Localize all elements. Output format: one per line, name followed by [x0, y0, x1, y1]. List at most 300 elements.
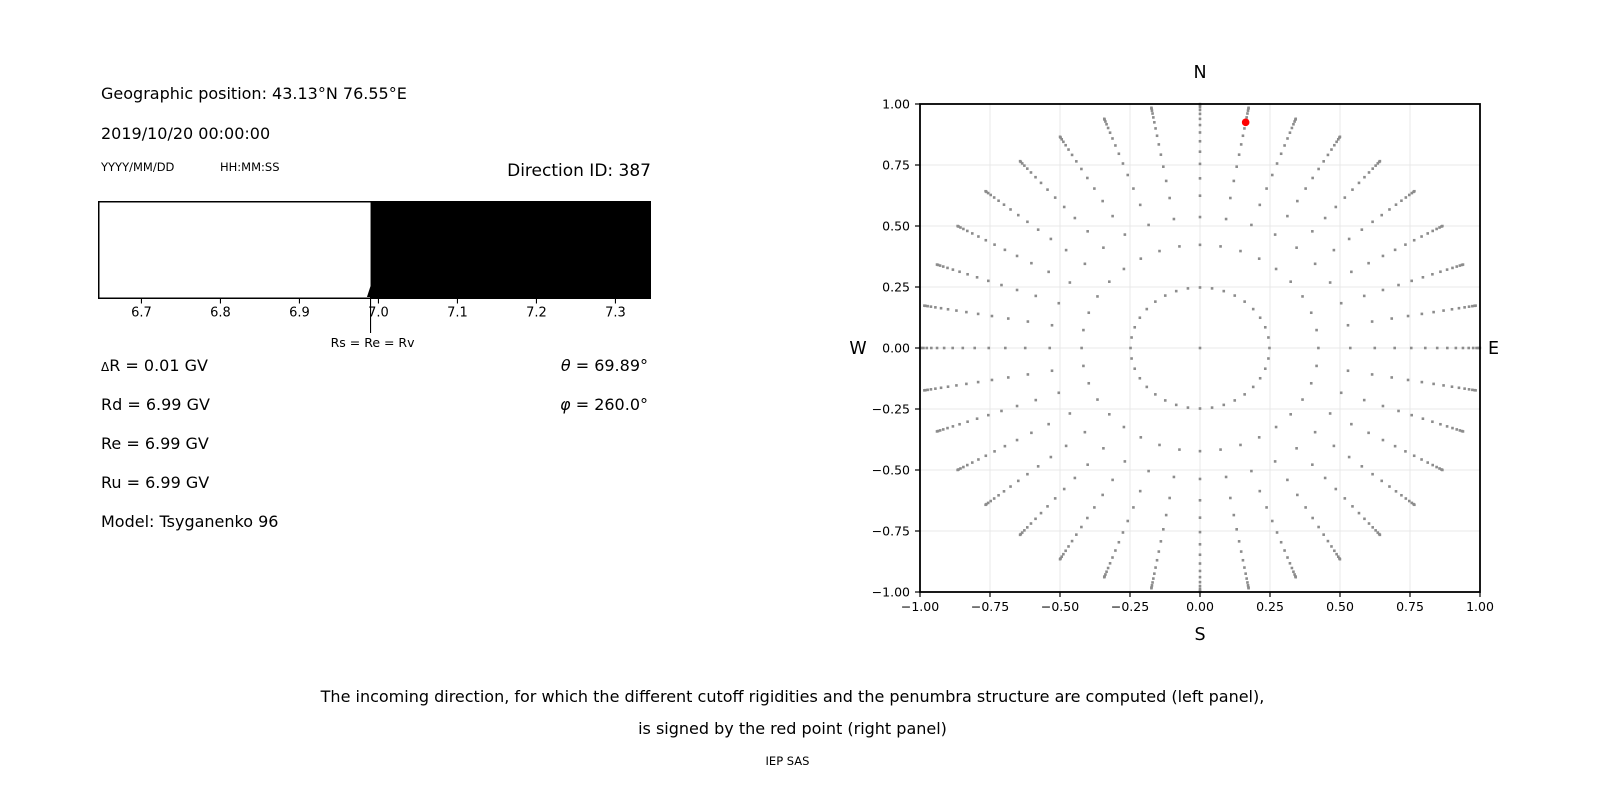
penumbra-segment-1 — [371, 201, 651, 299]
direction-dot — [1229, 497, 1232, 500]
direction-dot — [993, 497, 996, 500]
param-theta-value: = 69.89° — [570, 356, 648, 375]
direction-dot — [1291, 567, 1294, 570]
direction-dot — [1222, 404, 1225, 407]
direction-dot — [1420, 235, 1423, 238]
direction-dot — [1310, 311, 1313, 314]
direction-dot — [1330, 545, 1333, 548]
direction-dot — [1026, 221, 1029, 224]
direction-dot — [952, 268, 955, 271]
direction-dot — [1187, 406, 1190, 409]
direction-dot — [973, 347, 976, 350]
direction-dot — [1199, 177, 1202, 180]
direction-dot — [989, 500, 992, 503]
direction-dot — [1133, 367, 1136, 370]
direction-dot — [971, 232, 974, 235]
direction-dot — [962, 228, 965, 231]
direction-dot — [1426, 232, 1429, 235]
direction-dot — [1435, 228, 1438, 231]
direction-dot — [1017, 214, 1020, 217]
direction-dot — [1211, 406, 1214, 409]
direction-dot — [1462, 263, 1465, 266]
direction-dot — [1463, 387, 1466, 390]
direction-dot — [1199, 347, 1202, 350]
direction-dot — [1382, 439, 1385, 442]
direction-dot — [1421, 381, 1424, 384]
direction-dot — [1265, 187, 1268, 190]
direction-dot — [1371, 167, 1374, 170]
direction-dot — [985, 239, 988, 242]
direction-dot — [1390, 317, 1393, 320]
direction-dot — [1327, 154, 1330, 157]
direction-dot — [1371, 526, 1374, 529]
direction-dot — [1075, 160, 1078, 163]
red-point — [1242, 119, 1250, 127]
direction-dot — [1087, 311, 1090, 314]
direction-dot — [1009, 485, 1012, 488]
direction-dot — [1199, 562, 1202, 565]
direction-dot — [1258, 490, 1261, 493]
direction-dot — [1243, 393, 1246, 396]
direction-dot — [1016, 289, 1019, 292]
direction-dot — [1199, 194, 1202, 197]
direction-dot — [1382, 255, 1385, 258]
direction-dot — [1062, 553, 1065, 556]
direction-dot — [1222, 290, 1225, 293]
direction-dot — [1132, 506, 1135, 509]
direction-dot — [1126, 520, 1129, 523]
direction-dot — [1296, 200, 1299, 203]
direction-dot — [1463, 306, 1466, 309]
direction-dot — [1339, 558, 1342, 561]
direction-dot — [1034, 518, 1037, 521]
direction-dot — [1084, 263, 1087, 266]
direction-dot — [1007, 376, 1010, 379]
direction-dot — [1420, 458, 1423, 461]
direction-dot — [1162, 165, 1165, 168]
direction-dot — [1371, 221, 1374, 224]
direction-dot — [1102, 246, 1105, 249]
direction-dot — [1243, 127, 1246, 130]
date-format-label: YYYY/MM/DD — [101, 160, 175, 174]
direction-dot — [997, 494, 1000, 497]
direction-dot — [1393, 347, 1396, 350]
direction-dot — [1030, 262, 1033, 265]
direction-dot — [1069, 412, 1072, 415]
direction-dot — [1235, 165, 1238, 168]
direction-dot — [1016, 405, 1019, 408]
direction-dot — [1178, 245, 1181, 248]
direction-dot — [1404, 243, 1407, 246]
direction-dot — [1283, 549, 1286, 552]
direction-dot — [1259, 377, 1262, 380]
direction-dot — [1003, 203, 1006, 206]
direction-dot — [1314, 431, 1317, 434]
direction-dot — [1247, 587, 1250, 590]
direction-dot — [1004, 347, 1007, 350]
direction-dot — [1040, 512, 1043, 515]
direction-dot — [1327, 540, 1330, 543]
y-tick-label: 0.50 — [882, 218, 910, 234]
direction-dot — [1030, 522, 1033, 525]
phi-symbol: φ — [560, 395, 571, 414]
x-tick-label: −0.75 — [970, 599, 1010, 614]
direction-dot — [1458, 307, 1461, 310]
direction-dot — [1407, 315, 1410, 318]
direction-dot — [1037, 465, 1040, 468]
direction-dot — [1139, 316, 1142, 319]
direction-dot — [1199, 140, 1202, 143]
compass-label-w: W — [849, 339, 867, 359]
rs-arrow-label: Rs = Re = Rv — [330, 335, 415, 350]
direction-dot — [1009, 208, 1012, 211]
direction-dot — [1394, 249, 1397, 252]
direction-dot — [1199, 286, 1202, 289]
direction-dot — [1311, 463, 1314, 466]
direction-dot — [1371, 473, 1374, 476]
direction-dot — [1410, 280, 1413, 283]
direction-dot — [1264, 367, 1267, 370]
penumbra-tick-label: 7.2 — [526, 305, 547, 321]
caption-line-2: is signed by the red point (right panel) — [638, 719, 947, 738]
direction-dot — [1322, 533, 1325, 536]
direction-dot — [956, 469, 959, 472]
direction-dot — [1047, 423, 1050, 426]
direction-dot — [1267, 357, 1270, 360]
direction-dot — [1435, 466, 1438, 469]
direction-dot — [1003, 490, 1006, 493]
direction-dot — [1333, 445, 1336, 448]
direction-dot — [1422, 417, 1425, 420]
direction-dot — [1295, 246, 1298, 249]
direction-dot — [1030, 432, 1033, 435]
direction-dot — [1474, 304, 1477, 307]
direction-dot — [1333, 549, 1336, 552]
direction-dot — [922, 347, 925, 350]
direction-dot — [1363, 399, 1366, 402]
direction-dot — [1067, 148, 1070, 151]
direction-dot — [1087, 382, 1090, 385]
theta-symbol: θ — [560, 356, 571, 375]
direction-dot — [934, 387, 937, 390]
direction-dot — [1301, 398, 1304, 401]
direction-dot — [1351, 188, 1354, 191]
direction-dot — [1361, 228, 1364, 231]
param-rd: Rd = 6.99 GV — [101, 395, 210, 414]
param-theta — [400, 357, 648, 375]
direction-dot — [1063, 488, 1066, 491]
x-tick-label: −1.00 — [900, 599, 940, 614]
direction-dot — [1165, 514, 1168, 517]
direction-dot — [1317, 347, 1320, 350]
direction-dot — [1276, 162, 1279, 165]
direction-dot — [936, 430, 939, 433]
penumbra-tick-label: 7.3 — [605, 305, 626, 321]
direction-dot — [1439, 270, 1442, 273]
direction-dot — [1363, 295, 1366, 298]
direction-dot — [1145, 386, 1148, 389]
direction-dot — [958, 270, 961, 273]
direction-dot — [1324, 477, 1327, 480]
direction-dot — [1101, 200, 1104, 203]
direction-dot — [1363, 518, 1366, 521]
y-tick-label: −0.50 — [871, 462, 910, 478]
direction-dot — [923, 304, 926, 307]
direction-dot — [1350, 423, 1353, 426]
direction-map-chart — [849, 63, 1500, 645]
direction-dot — [1335, 553, 1338, 556]
direction-dot — [1322, 160, 1325, 163]
direction-dot — [1304, 506, 1307, 509]
compass-labels — [849, 63, 1499, 645]
direction-dot — [1046, 188, 1049, 191]
direction-dot — [946, 427, 949, 430]
direction-dot — [1286, 556, 1289, 559]
direction-dot — [1451, 308, 1454, 311]
direction-dot — [1122, 531, 1125, 534]
direction-dot — [1175, 290, 1178, 293]
param-delta-r-value: R = 0.01 GV — [109, 356, 208, 375]
y-tick-label: 0.25 — [882, 279, 910, 295]
direction-dot — [1432, 383, 1435, 386]
direction-dot — [1368, 522, 1371, 525]
direction-dot — [1382, 405, 1385, 408]
x-tick-label: 0.75 — [1396, 599, 1424, 614]
y-tick-label: 0.75 — [882, 157, 910, 173]
direction-dot — [977, 458, 980, 461]
direction-dot — [1050, 456, 1053, 459]
direction-dot — [1335, 141, 1338, 144]
direction-dot — [1446, 347, 1449, 350]
direction-dot — [966, 464, 969, 467]
direction-dot — [1034, 399, 1037, 402]
x-tick-label: 1.00 — [1466, 599, 1494, 614]
direction-dot — [1129, 347, 1132, 350]
direction-dot — [1410, 347, 1413, 350]
direction-dot — [1413, 190, 1416, 193]
direction-dot — [1051, 369, 1054, 372]
direction-dot — [1000, 284, 1003, 287]
direction-dot — [1246, 112, 1249, 115]
direction-dot — [1311, 177, 1314, 180]
direction-dot — [1139, 490, 1142, 493]
y-tick-label: −0.75 — [871, 523, 910, 539]
direction-dot — [977, 313, 980, 316]
direction-dot — [962, 466, 965, 469]
direction-dot — [1264, 326, 1267, 329]
x-tick-label: −0.50 — [1040, 599, 1080, 614]
direction-dot — [1109, 131, 1112, 134]
direction-dot — [956, 225, 959, 228]
penumbra-tick-label: 6.9 — [289, 305, 310, 321]
direction-dot — [1199, 499, 1202, 502]
direction-dot — [1199, 244, 1202, 247]
direction-dot — [965, 311, 968, 314]
direction-dot — [1175, 404, 1178, 407]
direction-dot — [1472, 347, 1475, 350]
direction-dot — [1292, 123, 1295, 126]
direction-dot — [1271, 520, 1274, 523]
direction-dot — [1154, 300, 1157, 303]
direction-dot — [1446, 268, 1449, 271]
direction-dot — [1240, 550, 1243, 553]
direction-dot — [1147, 470, 1150, 473]
direction-dot — [1390, 376, 1393, 379]
direction-dot — [1126, 174, 1129, 177]
direction-dot — [1276, 531, 1279, 534]
direction-dot — [1165, 180, 1168, 183]
direction-dot — [1199, 131, 1202, 134]
direction-dot — [1150, 587, 1153, 590]
direction-dot — [1475, 347, 1478, 350]
direction-dot — [1397, 410, 1400, 413]
direction-dot — [991, 315, 994, 318]
direction-dot — [1315, 329, 1318, 332]
caption-line-1: The incoming direction, for which the different cutoff rigidities and the penumbra structure are computed (left panel), — [320, 687, 1265, 706]
compass-label-e: E — [1488, 339, 1500, 359]
direction-dot — [989, 194, 992, 197]
delta-symbol: Δ — [101, 360, 110, 374]
direction-dot — [1199, 450, 1202, 453]
direction-dot — [1047, 271, 1050, 274]
direction-dot — [1086, 517, 1089, 520]
direction-dot — [1235, 528, 1238, 531]
direction-dot — [961, 347, 964, 350]
direction-dot — [955, 309, 958, 312]
direction-dot — [1093, 506, 1096, 509]
direction-dot — [1468, 388, 1471, 391]
direction-dot — [1311, 517, 1314, 520]
direction-dot — [1080, 526, 1083, 529]
direction-dot — [1059, 558, 1062, 561]
direction-dot — [1455, 428, 1458, 431]
direction-dot — [1311, 230, 1314, 233]
direction-dot — [1408, 194, 1411, 197]
direction-dot — [1388, 208, 1391, 211]
x-tick-label: 0.00 — [1186, 599, 1214, 614]
direction-dot — [1027, 320, 1030, 323]
direction-dot — [1199, 118, 1202, 121]
direction-dot — [1455, 347, 1458, 350]
direction-dot — [1296, 494, 1299, 497]
direction-dot — [1347, 369, 1350, 372]
x-tick-label: −0.25 — [1110, 599, 1150, 614]
direction-dot — [1105, 570, 1108, 573]
direction-dot — [1154, 393, 1157, 396]
direction-dot — [1431, 420, 1434, 423]
direction-dot — [1367, 262, 1370, 265]
direction-dot — [1374, 529, 1377, 532]
direction-dot — [1019, 160, 1022, 163]
direction-dot — [1199, 478, 1202, 481]
direction-dot — [1405, 196, 1408, 199]
penumbra-tick-label: 6.8 — [210, 305, 231, 321]
direction-dot — [1050, 238, 1053, 241]
direction-dot — [1034, 176, 1037, 179]
direction-dot — [1054, 497, 1057, 500]
direction-dot — [993, 450, 996, 453]
direction-dot — [1225, 476, 1228, 479]
direction-dot — [1233, 294, 1236, 297]
direction-dot — [936, 347, 939, 350]
direction-dot — [1301, 295, 1304, 298]
direction-dot — [1219, 448, 1222, 451]
direction-dot — [1111, 479, 1114, 482]
direction-dot — [942, 265, 945, 268]
direction-dot — [1404, 450, 1407, 453]
direction-dot — [1446, 425, 1449, 428]
direction-dot — [1245, 116, 1248, 119]
direction-dot — [1407, 379, 1410, 382]
axis-ticks-layer — [872, 96, 1494, 614]
direction-dot — [1363, 176, 1366, 179]
direction-dot — [1199, 581, 1202, 584]
direction-dot — [1000, 410, 1003, 413]
direction-dot — [1153, 572, 1156, 575]
direction-dot — [1030, 171, 1033, 174]
direction-dot — [1283, 144, 1286, 147]
penumbra-chart — [98, 201, 651, 350]
direction-dot — [930, 388, 933, 391]
direction-dot — [1329, 281, 1332, 284]
direction-dot — [1019, 534, 1022, 537]
direction-dot — [1289, 280, 1292, 283]
direction-dot — [1347, 324, 1350, 327]
direction-dot — [1164, 294, 1167, 297]
direction-dot — [1096, 295, 1099, 298]
direction-dot — [1467, 347, 1470, 350]
direction-dot — [966, 273, 969, 276]
direction-dot — [1274, 460, 1277, 463]
direction-dot — [1289, 413, 1292, 416]
direction-dot — [1462, 347, 1465, 350]
direction-dot — [1187, 287, 1190, 290]
direction-dot — [1239, 250, 1242, 253]
direction-dot — [1413, 454, 1416, 457]
direction-dot — [1057, 391, 1060, 394]
direction-dot — [971, 461, 974, 464]
direction-dot — [1160, 540, 1163, 543]
direction-dot — [966, 420, 969, 423]
direction-dot — [1211, 287, 1214, 290]
direction-dot — [1069, 281, 1072, 284]
direction-dot — [1084, 431, 1087, 434]
direction-dot — [1268, 347, 1271, 350]
direction-dot — [1295, 447, 1298, 450]
direction-dot — [1395, 203, 1398, 206]
direction-dot — [1229, 197, 1232, 200]
direction-dot — [1130, 336, 1133, 339]
direction-dot — [1368, 171, 1371, 174]
direction-dot — [1258, 436, 1261, 439]
penumbra-tick-label: 6.7 — [131, 305, 152, 321]
direction-dot — [1382, 289, 1385, 292]
direction-dot — [997, 199, 1000, 202]
direction-dot — [1271, 174, 1274, 177]
direction-dot — [1162, 528, 1165, 531]
direction-dot — [1173, 218, 1176, 221]
direction-dot — [1422, 276, 1425, 279]
direction-dot — [1026, 167, 1029, 170]
direction-dot — [1286, 215, 1289, 218]
direction-dot — [1250, 470, 1253, 473]
direction-dot — [1371, 373, 1374, 376]
param-re: Re = 6.99 GV — [101, 434, 209, 453]
direction-dot — [1275, 268, 1278, 271]
direction-dot — [1455, 265, 1458, 268]
direction-dot — [965, 383, 968, 386]
direction-dot — [1154, 566, 1157, 569]
